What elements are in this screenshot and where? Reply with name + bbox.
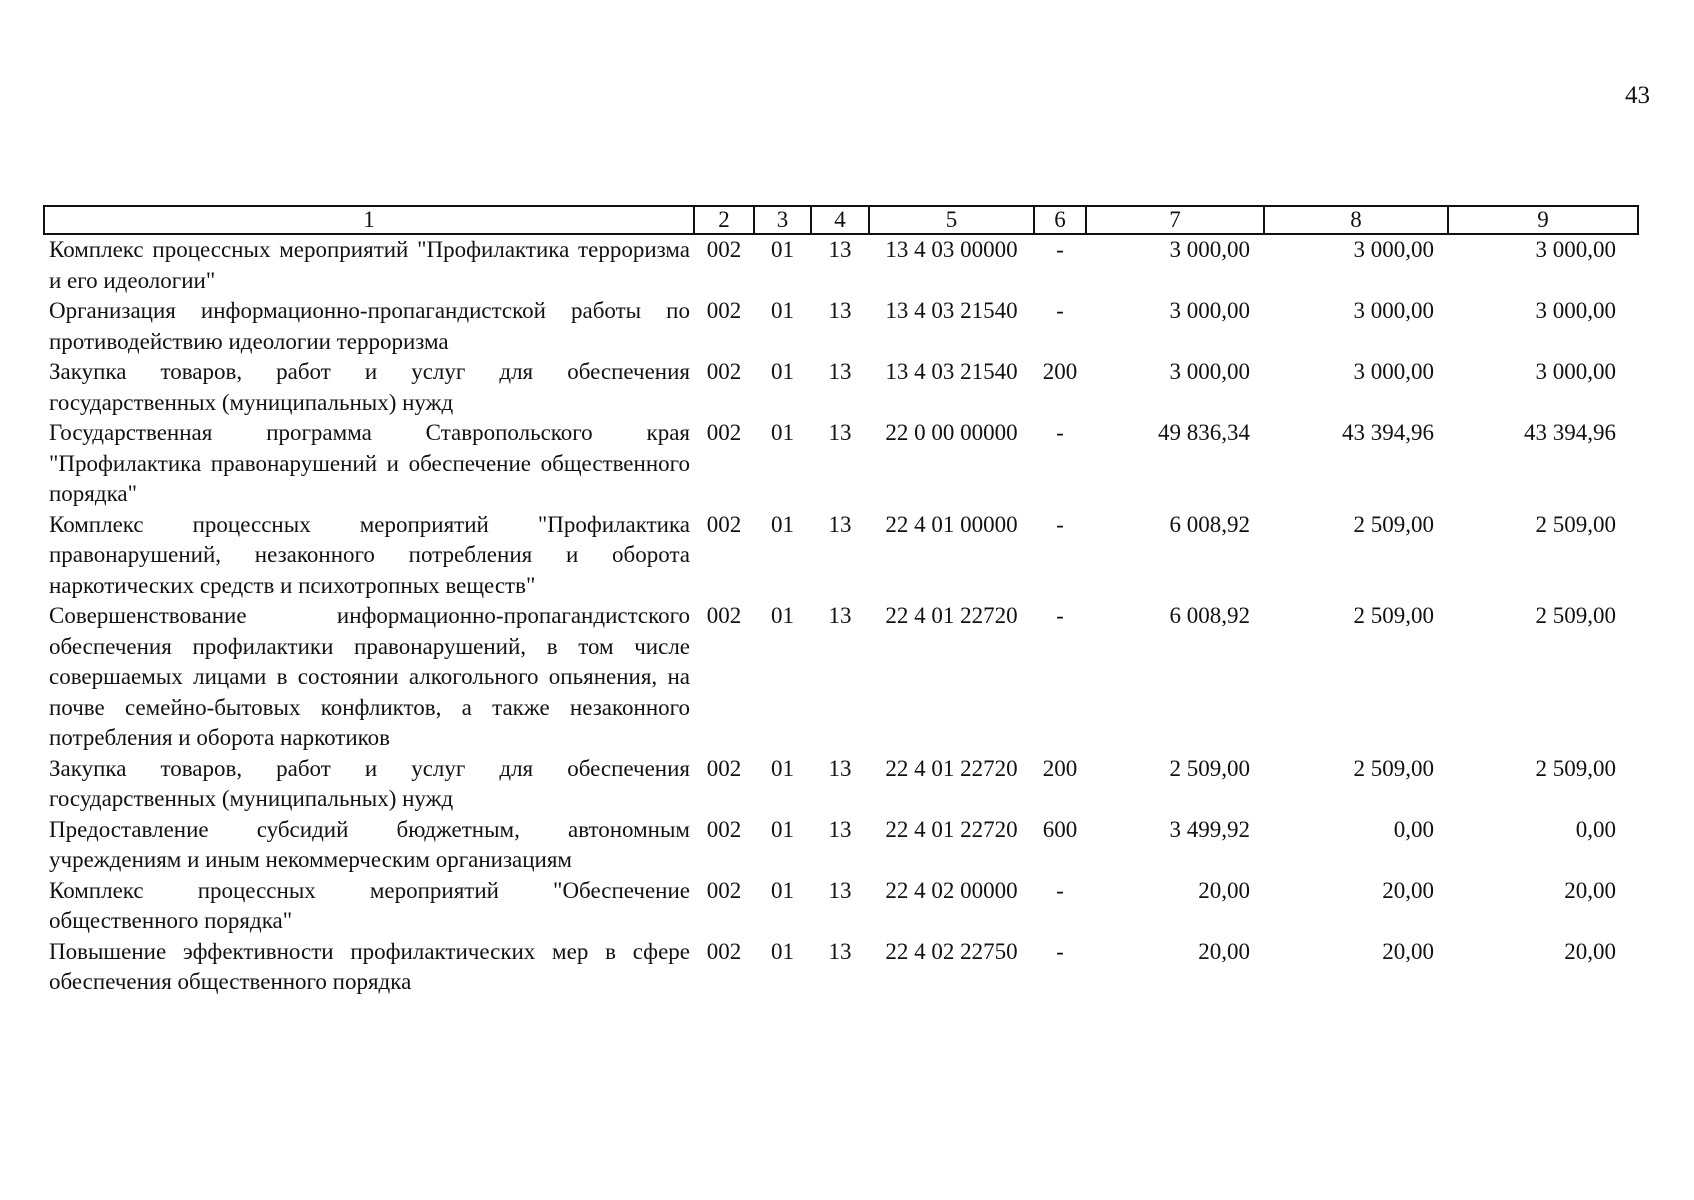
table-row — [44, 937, 1638, 998]
row-amount-col8: 0,00 — [1393, 816, 1434, 842]
row-amount-col8: 3 000,00 — [1353, 359, 1434, 384]
row-name: Комплекс процессных мероприятий "Профилактика правонарушений, незаконного потребления и оборота наркотических средств и психотропных веществ" — [49, 511, 690, 598]
row-amount-col8: 2 509,00 — [1353, 603, 1434, 628]
row-vr: - — [1056, 298, 1064, 323]
row-amount-col9: 3 000,00 — [1535, 359, 1616, 384]
row-name: Совершенствование информационно-пропагандистского обеспечения профилактики правонарушений, в том числе совершаемых лицами в состоянии алкогольного опьянения, на почве семейно-бытовых конфликтов, а также незаконного потребления и оборота наркотиков — [49, 603, 690, 750]
row-gr: 002 — [706, 237, 742, 262]
table-row — [44, 510, 1638, 602]
row-amount-col7: 2 509,00 — [1169, 755, 1250, 781]
row-csr: 22 4 01 22720 — [885, 755, 1018, 781]
table-row — [44, 815, 1638, 876]
row-rz: 01 — [771, 511, 794, 537]
row-pr: 13 — [828, 420, 852, 445]
row-vr: - — [1056, 603, 1064, 628]
row-pr: 13 — [828, 938, 852, 964]
row-rz: 01 — [771, 816, 794, 842]
row-amount-col9: 20,00 — [1564, 938, 1616, 964]
row-csr: 22 0 00 00000 — [885, 420, 1018, 445]
column-header: 6 — [1034, 206, 1086, 234]
row-amount-col8: 3 000,00 — [1353, 298, 1434, 323]
row-gr: 002 — [706, 511, 742, 537]
row-name: Повышение эффективности профилактических мер в сфере обеспечения общественного порядка — [49, 938, 690, 994]
row-amount-col8: 20,00 — [1382, 877, 1434, 903]
row-pr: 13 — [828, 298, 852, 323]
column-header: 3 — [754, 206, 811, 234]
row-amount-col7: 3 000,00 — [1169, 359, 1250, 384]
header-row — [44, 206, 1638, 234]
row-pr: 13 — [828, 603, 852, 628]
row-rz: 01 — [771, 237, 794, 262]
row-pr: 13 — [828, 237, 852, 262]
row-vr: - — [1056, 877, 1064, 903]
row-name: Предоставление субсидий бюджетным, автономным учреждениям и иным некоммерческим организациям — [49, 816, 690, 872]
row-amount-col9: 20,00 — [1564, 877, 1616, 903]
row-amount-col7: 3 000,00 — [1169, 237, 1250, 262]
row-pr: 13 — [828, 511, 852, 537]
budget-table — [43, 205, 1639, 998]
row-name: Закупка товаров, работ и услуг для обеспечения государственных (муниципальных) нужд — [49, 359, 690, 415]
row-name: Комплекс процессных мероприятий "Профилактика терроризма и его идеологии" — [49, 237, 690, 293]
row-amount-col7: 49 836,34 — [1158, 420, 1250, 445]
row-amount-col8: 2 509,00 — [1353, 755, 1434, 781]
row-gr: 002 — [706, 298, 742, 323]
row-vr: 600 — [1042, 816, 1078, 842]
row-csr: 22 4 02 22750 — [885, 938, 1018, 964]
row-csr: 22 4 02 00000 — [885, 877, 1018, 903]
column-header: 1 — [44, 206, 694, 234]
row-vr: - — [1056, 237, 1064, 262]
row-rz: 01 — [771, 603, 794, 628]
column-header: 4 — [811, 206, 869, 234]
row-gr: 002 — [706, 359, 742, 384]
row-amount-col9: 2 509,00 — [1535, 511, 1616, 537]
table-row — [44, 876, 1638, 937]
row-rz: 01 — [771, 298, 794, 323]
column-header: 9 — [1448, 206, 1638, 234]
row-amount-col8: 20,00 — [1382, 938, 1434, 964]
row-amount-col8: 3 000,00 — [1353, 237, 1434, 262]
row-pr: 13 — [828, 877, 852, 903]
row-name: Организация информационно-пропагандистской работы по противодействию идеологии терроризма — [49, 298, 690, 354]
row-csr: 22 4 01 00000 — [885, 511, 1018, 537]
row-name: Закупка товаров, работ и услуг для обеспечения государственных (муниципальных) нужд — [49, 755, 690, 811]
row-pr: 13 — [828, 359, 852, 384]
page-number: 43 — [1625, 82, 1650, 109]
row-gr: 002 — [706, 420, 742, 445]
row-amount-col9: 2 509,00 — [1535, 755, 1616, 781]
row-amount-col7: 6 008,92 — [1169, 511, 1250, 537]
row-gr: 002 — [706, 938, 742, 964]
column-header: 2 — [694, 206, 754, 234]
row-amount-col9: 43 394,96 — [1524, 420, 1616, 445]
row-gr: 002 — [706, 603, 742, 628]
table-row — [44, 601, 1638, 754]
row-amount-col8: 2 509,00 — [1353, 511, 1434, 537]
row-vr: - — [1056, 938, 1064, 964]
row-amount-col9: 2 509,00 — [1535, 603, 1616, 628]
row-csr: 13 4 03 00000 — [885, 237, 1018, 262]
row-amount-col7: 20,00 — [1198, 877, 1250, 903]
row-pr: 13 — [828, 816, 852, 842]
row-pr: 13 — [828, 755, 852, 781]
table-row — [44, 234, 1638, 296]
row-csr: 13 4 03 21540 — [885, 359, 1018, 384]
row-name: Государственная программа Ставропольского края "Профилактика правонарушений и обеспечение общественного порядка" — [49, 420, 690, 506]
table-row — [44, 418, 1638, 510]
column-header: 8 — [1264, 206, 1448, 234]
row-gr: 002 — [706, 877, 742, 903]
row-rz: 01 — [771, 755, 794, 781]
row-rz: 01 — [771, 938, 794, 964]
row-rz: 01 — [771, 420, 794, 445]
table-row — [44, 357, 1638, 418]
row-vr: - — [1056, 511, 1064, 537]
table-row — [44, 754, 1638, 815]
row-amount-col7: 20,00 — [1198, 938, 1250, 964]
row-vr: - — [1056, 420, 1064, 445]
row-gr: 002 — [706, 755, 742, 781]
column-header: 5 — [869, 206, 1034, 234]
row-rz: 01 — [771, 359, 794, 384]
row-csr: 22 4 01 22720 — [885, 603, 1018, 628]
column-header: 7 — [1086, 206, 1264, 234]
row-gr: 002 — [706, 816, 742, 842]
row-csr: 22 4 01 22720 — [885, 816, 1018, 842]
row-rz: 01 — [771, 877, 794, 903]
row-csr: 13 4 03 21540 — [885, 298, 1018, 323]
row-amount-col9: 3 000,00 — [1535, 298, 1616, 323]
row-amount-col9: 0,00 — [1575, 816, 1616, 842]
row-vr: 200 — [1042, 755, 1078, 781]
row-amount-col9: 3 000,00 — [1535, 237, 1616, 262]
row-amount-col7: 3 499,92 — [1169, 816, 1250, 842]
row-vr: 200 — [1042, 359, 1078, 384]
row-amount-col8: 43 394,96 — [1342, 420, 1434, 445]
table-row — [44, 296, 1638, 357]
row-name: Комплекс процессных мероприятий "Обеспечение общественного порядка" — [49, 877, 690, 933]
row-amount-col7: 6 008,92 — [1169, 603, 1250, 628]
row-amount-col7: 3 000,00 — [1169, 298, 1250, 323]
